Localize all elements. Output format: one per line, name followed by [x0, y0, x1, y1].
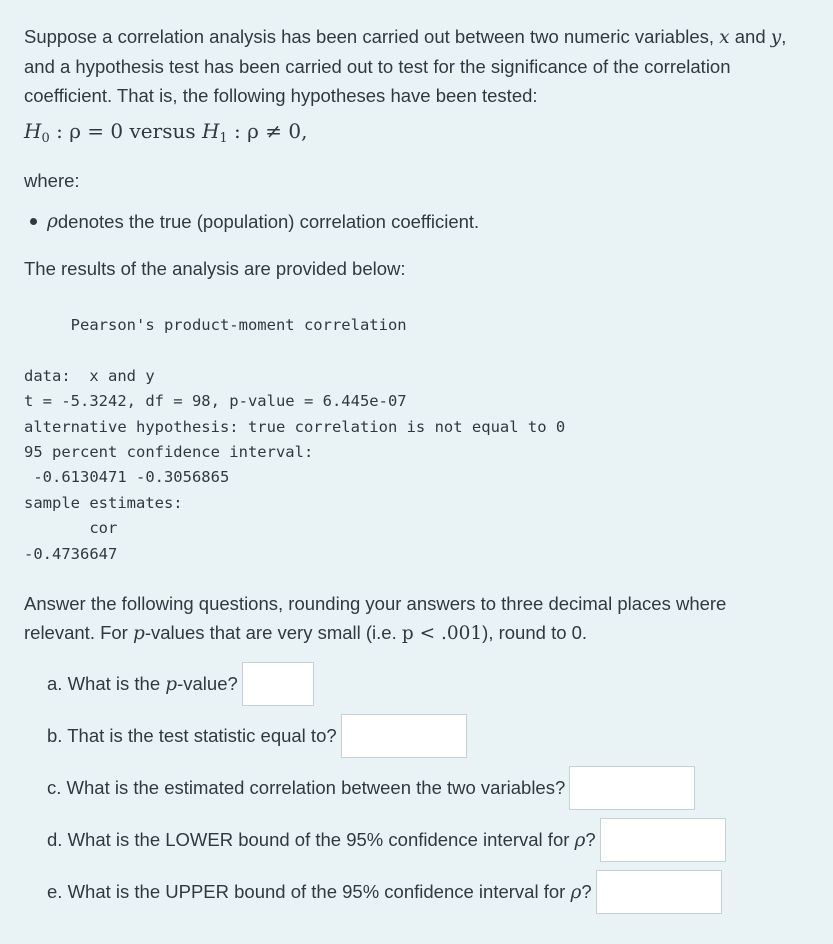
variable-y: y — [770, 27, 782, 48]
intro-paragraph — [24, 22, 814, 110]
output-ci-label: 95 percent confidence interval: — [24, 443, 314, 462]
question-d — [47, 814, 814, 866]
answer-line-1: Answer the following questions, rounding your answers to three decimal places where — [24, 593, 727, 615]
question-b — [47, 710, 814, 762]
output-estimates-label: sample estimates: — [24, 493, 183, 512]
question-a — [47, 658, 814, 710]
bullet-item-rho: ρ denotes the true (population) correlation coefficient. — [30, 207, 814, 236]
intro-line-2: and a hypothesis test has been carried out to test for the significance of the correlation — [24, 56, 731, 77]
hypotheses-equation: $H_0$ : ρ = 0 versus $H_1$ : ρ ≠ 0, — [24, 119, 308, 146]
bullet-dot-icon — [30, 218, 37, 225]
answer-input-e[interactable] — [596, 870, 722, 914]
output-title: Pearson's product-moment correlation — [24, 316, 407, 334]
question-content — [24, 22, 814, 918]
answer-input-c[interactable] — [569, 766, 695, 810]
question-c — [47, 762, 814, 814]
where-label: where: — [24, 170, 80, 191]
question-a-label: a. What is the p-value? — [47, 673, 238, 696]
answer-input-b[interactable] — [341, 714, 467, 758]
answer-input-d[interactable] — [600, 818, 726, 862]
output-alternative-line: alternative hypothesis: true correlation is not equal to 0 — [24, 417, 566, 436]
question-e-label: e. What is the UPPER bound of the 95% confidence interval for ρ? — [47, 881, 592, 904]
answer-instructions — [24, 589, 814, 648]
output-estimates-header: cor — [24, 519, 118, 538]
variable-x: x — [719, 27, 730, 48]
output-stats-line: t = -5.3242, df = 98, p-value = 6.445e-07 — [24, 392, 407, 411]
answer-line-2: relevant. For p-values that are very small (i.e. p < .001), round to 0. — [24, 622, 588, 645]
output-ci-values: -0.6130471 -0.3056865 — [24, 468, 230, 487]
intro-line-1: Suppose a correlation analysis has been carried out between two numeric variables, x and y, — [24, 26, 787, 48]
r-output-block — [24, 313, 814, 567]
question-d-label: d. What is the LOWER bound of the 95% confidence interval for ρ? — [47, 829, 596, 852]
question-e — [47, 866, 814, 918]
output-data-line: data: x and y — [24, 366, 155, 385]
intro-line-3: coefficient. That is, the following hypotheses have been tested: — [24, 85, 538, 106]
question-b-label: b. That is the test statistic equal to? — [47, 725, 337, 747]
question-c-label: c. What is the estimated correlation between the two variables? — [47, 777, 566, 799]
output-estimates-value: -0.4736647 — [24, 544, 118, 563]
answer-input-a[interactable] — [242, 662, 314, 706]
results-intro: The results of the analysis are provided below: — [24, 258, 406, 279]
